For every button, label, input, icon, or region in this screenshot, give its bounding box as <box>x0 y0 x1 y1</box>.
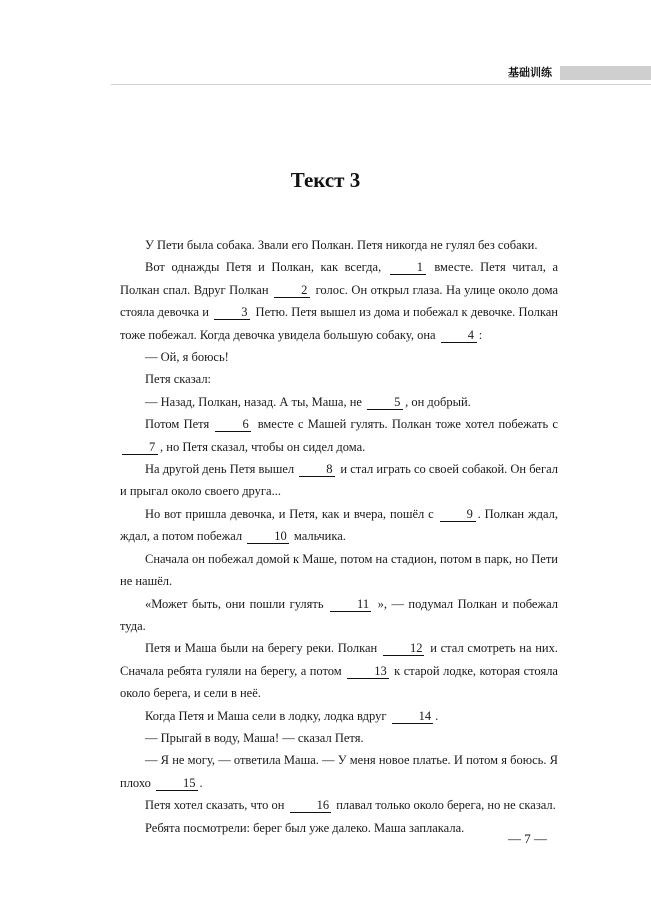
paragraph <box>120 593 558 638</box>
paragraph-text: Петя сказал: <box>145 372 212 387</box>
paragraph <box>120 391 558 413</box>
paragraph-text: На другой день Петя вышел <box>145 462 298 477</box>
blank-11: 11 <box>330 598 371 612</box>
paragraph <box>120 817 558 839</box>
paragraph-text: Петя хотел сказать, что он <box>145 798 288 813</box>
blank-7: 7 <box>122 441 158 455</box>
text-body <box>120 234 558 839</box>
paragraph-text: — Я не могу, — ответила Маша. — У меня новое платье. И потом я боюсь. Я плохо <box>120 753 558 790</box>
text-title: Текст 3 <box>290 168 361 192</box>
paragraph-text: — Ой, я боюсь! <box>145 350 229 365</box>
blank-12: 12 <box>383 642 425 656</box>
paragraph-text: : <box>478 327 483 342</box>
paragraph-text: к старой лодке, которая стояла около берега, и сели в неё. <box>120 663 558 701</box>
paragraph-text: Петя и Маша были на берегу реки. Полкан <box>145 641 381 656</box>
paragraph <box>120 727 558 749</box>
paragraph-text: вместе. Петя читал, а Полкан спал. Вдруг Полкан <box>120 260 558 297</box>
header-rule <box>111 84 651 85</box>
blank-10: 10 <box>247 530 289 544</box>
paragraph <box>120 705 558 727</box>
paragraph-text: . <box>199 775 203 790</box>
blank-3: 3 <box>214 306 250 320</box>
paragraph-text: Потом Петя <box>145 417 214 432</box>
blank-15: 15 <box>156 777 198 791</box>
paragraph-text: и стал играть со своей собакой. Он бегал и прыгал около своего друга... <box>120 462 558 499</box>
paragraph-text: Вот однажды Петя и Полкан, как всегда, <box>145 260 388 275</box>
paragraph <box>120 794 558 816</box>
paragraph <box>120 413 558 458</box>
paragraph-text: Ребята посмотрели: берег был уже далеко. Маша заплакала. <box>145 820 465 835</box>
header-bar <box>560 66 651 80</box>
blank-16: 16 <box>290 799 332 813</box>
paragraph-text: голос. Он открыл глаза. На улице около дома стояла девочка и <box>120 282 558 320</box>
paragraph-text: , он добрый. <box>405 394 471 409</box>
paragraph <box>120 458 558 503</box>
paragraph <box>120 346 558 368</box>
paragraph-text: . Полкан ждал, ждал, а потом побежал <box>120 506 558 544</box>
blank-4: 4 <box>441 329 477 343</box>
paragraph-text: «Может быть, они пошли гулять <box>145 596 329 611</box>
paragraph <box>120 749 558 794</box>
paragraph <box>120 548 558 593</box>
paragraph-text: и стал смотреть на них. Сначала ребята гуляли на берегу, а потом <box>120 641 558 678</box>
paragraph <box>120 503 558 548</box>
paragraph-text: , но Петя сказал, чтобы он сидел дома. <box>160 439 366 454</box>
paragraph-text: Петю. Петя вышел из дома и побежал к девочке. Полкан тоже побежал. Когда девочка увидела большую собаку, она <box>120 305 558 342</box>
blank-8: 8 <box>299 463 335 477</box>
paragraph-text: У Пети была собака. Звали его Полкан. Петя никогда не гулял без собаки. <box>145 238 538 252</box>
blank-13: 13 <box>347 665 389 679</box>
paragraph-text: », — подумал Полкан и побежал туда. <box>120 596 558 633</box>
paragraph-text: Сначала он побежал домой к Маше, потом на стадион, потом в парк, но Пети не нашёл. <box>120 551 558 589</box>
paragraph-text: . <box>435 708 439 723</box>
paragraph-text: вместе с Машей гулять. Полкан тоже хотел побежать с <box>253 417 558 432</box>
paragraph-text: Но вот пришла девочка, и Петя, как и вчера, пошёл с <box>145 506 438 521</box>
page-number: — 7 — <box>508 831 547 846</box>
blank-5: 5 <box>367 396 403 410</box>
paragraph-text: — Назад, Полкан, назад. А ты, Маша, не <box>145 394 366 409</box>
blank-2: 2 <box>274 284 310 298</box>
blank-6: 6 <box>215 418 251 432</box>
paragraph-text: Когда Петя и Маша сели в лодку, лодка вдруг <box>145 708 390 723</box>
paragraph-text: мальчика. <box>290 529 346 544</box>
paragraph <box>120 256 558 346</box>
section-header-label: 基础训练 <box>508 66 552 79</box>
blank-1: 1 <box>390 261 426 275</box>
paragraph <box>120 368 558 390</box>
paragraph <box>120 234 558 256</box>
paragraph-text: плавал только около берега, но не сказал. <box>333 798 556 813</box>
blank-9: 9 <box>440 508 476 522</box>
paragraph <box>120 637 558 704</box>
blank-14: 14 <box>392 710 434 724</box>
paragraph-text: — Прыгай в воду, Маша! — сказал Петя. <box>145 730 364 745</box>
